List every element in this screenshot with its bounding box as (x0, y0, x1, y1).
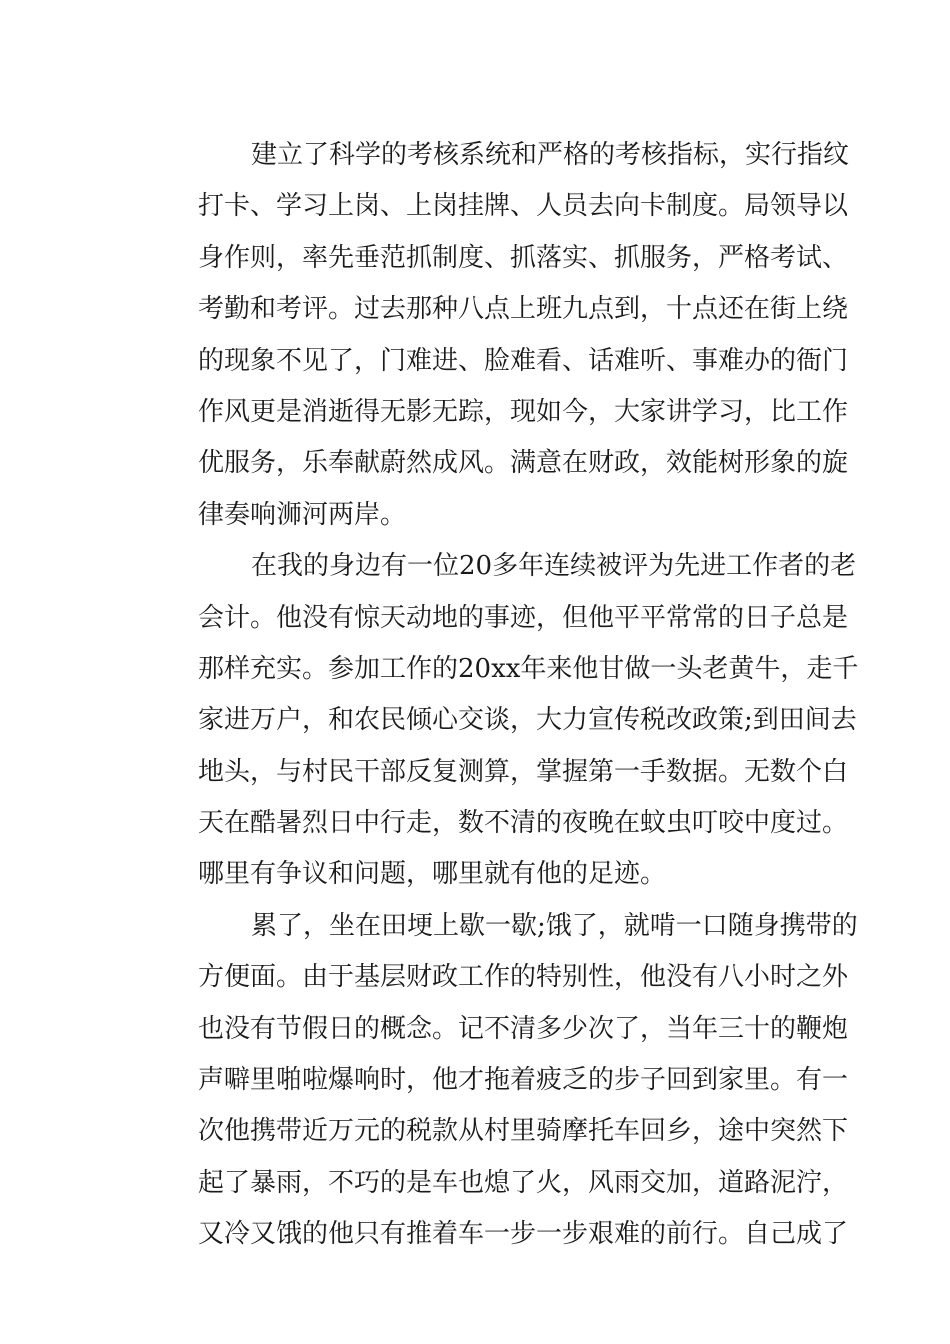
text-line: 的现象不见了，门难进、脸难看、话难听、事难办的衙门 (198, 345, 849, 376)
text-line: 哪里有争议和问题，哪里就有他的足迹。 (198, 859, 667, 890)
text-line: 起了暴雨，不巧的是车也熄了火，风雨交加，道路泥泞， (198, 1167, 849, 1198)
text-line: 考勤和考评。过去那种八点上班九点到，十点还在街上绕 (198, 294, 849, 325)
text-line: 优服务，乐奉献蔚然成风。满意在财政，效能树形象的旋 (198, 448, 849, 479)
text-line: 地头，与村民干部反复测算，掌握第一手数据。无数个白 (198, 756, 849, 787)
text-line: 律奏响浉河两岸。 (198, 499, 407, 530)
text-line: 声噼里啪啦爆响时，他才拖着疲乏的步子回到家里。有一 (198, 1065, 849, 1096)
text-line: 会计。他没有惊天动地的事迹，但他平平常常的日子总是 (198, 602, 849, 633)
text-line: 那样充实。参加工作的20xx年来他甘做一头老黄牛，走千 (198, 653, 859, 684)
text-line: 家进万户，和农民倾心交谈，大力宣传税改政策;到田间去 (198, 705, 857, 736)
paragraph-3 (145, 901, 858, 1261)
text-line: 也没有节假日的概念。记不清多少次了，当年三十的鞭炮 (198, 1013, 849, 1044)
text-line: 天在酷暑烈日中行走，数不清的夜晚在蚊虫叮咬中度过。 (198, 808, 849, 839)
text-line: 次他携带近万元的税款从村里骑摩托车回乡，途中突然下 (198, 1116, 849, 1147)
text-line: 累了，坐在田埂上歇一歇;饿了，就啃一口随身携带的 (251, 910, 858, 941)
text-line: 建立了科学的考核系统和严格的考核指标，实行指纹 (251, 140, 850, 170)
text-line: 在我的身边有一位20多年连续被评为先进工作者的老 (251, 551, 857, 582)
paragraph-2 (145, 541, 859, 901)
text-line: 又冷又饿的他只有推着车一步一步艰难的前行。自己成了 (198, 1219, 849, 1250)
text-line: 身作则，率先垂范抓制度、抓落实、抓服务，严格考试、 (198, 242, 849, 273)
text-line: 作风更是消逝得无影无踪，现如今，大家讲学习，比工作 (198, 396, 849, 427)
paragraph-1 (145, 130, 850, 541)
text-line: 打卡、学习上岗、上岗挂牌、人员去向卡制度。局领导以 (198, 191, 849, 222)
body-text (145, 130, 859, 1261)
text-line: 方便面。由于基层财政工作的特别性，他没有八小时之外 (198, 962, 849, 993)
